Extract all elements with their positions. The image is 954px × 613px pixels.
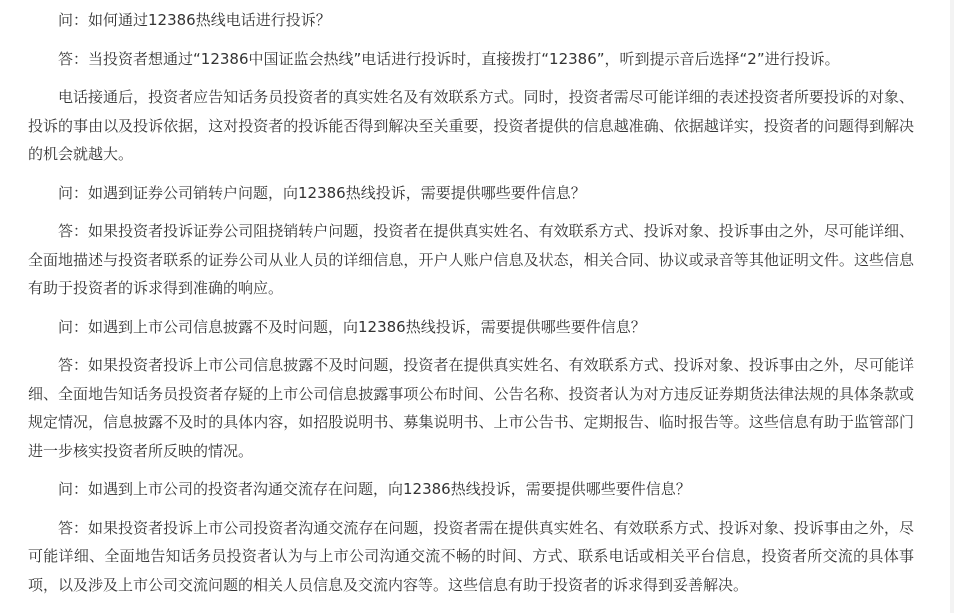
answer-paragraph: 电话接通后，投资者应告知话务员投资者的真实姓名及有效联系方式。同时，投资者需尽可能详细的表述投资者所要投诉的对象、投诉的事由以及投诉依据，这对投资者的投诉能否得到解决至关重要，投资者提供的信息越准确、依据越详实，投资者的问题得到解决的机会就越大。 xyxy=(28,88,914,163)
question-paragraph: 问：如遇到上市公司的投资者沟通交流存在问题，向12386热线投诉，需要提供哪些要件信息？ xyxy=(58,480,691,498)
answer-paragraph: 答：如果投资者投诉上市公司信息披露不及时问题，投资者在提供真实姓名、有效联系方式、投诉对象、投诉事由之外，尽可能详细、全面地告知话务员投资者存疑的上市公司信息披露事项公布时间、公告名称、投资者认为对方违反证券期货法律法规的具体条款或规定情况，信息披露不及时的具体内容，如招股说明书、募集说明书、上市公告书、定期报告、临时报告等。这些信息有助于监管部门进一步核实投资者所反映的情况。 xyxy=(28,356,914,460)
faq-article xyxy=(28,6,914,609)
question-paragraph: 问：如遇到证券公司销转户问题，向12386热线投诉，需要提供哪些要件信息？ xyxy=(58,183,586,202)
answer-paragraph: 答：当投资者想通过“12386中国证监会热线”电话进行投诉时，直接拨打“12386”，听到提示音后选择“2”进行投诉。 xyxy=(58,49,840,68)
page-edge-divider xyxy=(950,0,954,613)
answer-paragraph: 答：如果投资者投诉证券公司阻挠销转户问题，投资者在提供真实姓名、有效联系方式、投诉对象、投诉事由之外，尽可能详细、全面地描述与投资者联系的证券公司从业人员的详细信息，开户人账户信息及状态，相关合同、协议或录音等其他证明文件。这些信息有助于投资者的诉求得到准确的响应。 xyxy=(28,222,914,297)
question-paragraph: 问：如何通过12386热线电话进行投诉？ xyxy=(58,11,331,29)
answer-paragraph: 答：如果投资者投诉上市公司投资者沟通交流存在问题，投资者需在提供真实姓名、有效联系方式、投诉对象、投诉事由之外，尽可能详细、全面地告知话务员投资者认为与上市公司沟通交流不畅的时间、方式、联系电话或相关平台信息，投资者所交流的具体事项，以及涉及上市公司交流问题的相关人员信息及交流内容等。这些信息有助于投资者的诉求得到妥善解决。 xyxy=(28,518,914,594)
question-paragraph: 问：如遇到上市公司信息披露不及时问题，向12386热线投诉，需要提供哪些要件信息？ xyxy=(58,317,646,336)
